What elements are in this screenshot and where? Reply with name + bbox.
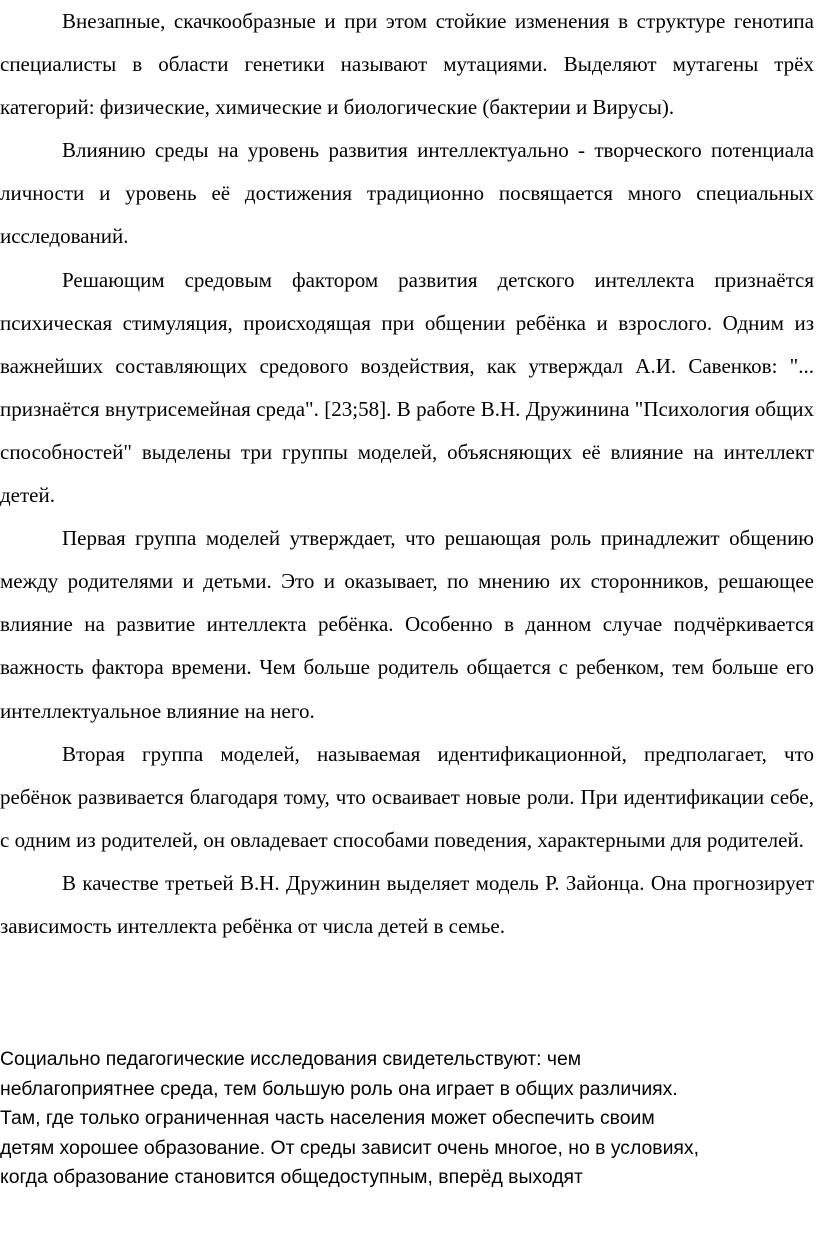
- sans-line: Социально педагогические исследования свидетельствуют: чем: [0, 1048, 582, 1070]
- sans-line: Там, где только ограниченная часть населения может обеспечить своим: [0, 1107, 655, 1130]
- sans-line: детям хорошее образование. От среды зависит очень многое, но в условиях,: [0, 1136, 700, 1159]
- paragraph-environment-influence: Влиянию среды на уровень развития интеллектуально - творческого потенциала личности и уровень её достижения традиционно посвящается много специальных исследований.: [0, 138, 814, 249]
- inserted-text-block: [0, 1045, 812, 1193]
- paragraph-third-model: В качестве третьей В.Н. Дружинин выделяет модель Р. Зайонца. Она прогнозирует зависимость интеллекта ребёнка от числа детей в семье.: [0, 870, 814, 938]
- paragraph-mutations: Внезапные, скачкообразные и при этом стойкие изменения в структуре генотипа специалисты в области генетики называют мутациями. Выделяют мутагены трёх категорий: физические, химические и биологические (бактерии и Вирусы).: [0, 9, 814, 120]
- paragraph-stimulation: Решающим средовым фактором развития детского интеллекта признаётся психическая стимуляция, происходящая при общении ребёнка и взрослого. Одним из важнейших составляющих средового воздействия, как утверждал А.И. Савенков: "... признаётся внутрисемейная среда". [23;58]. В работе В.Н. Дружинина "Психология общих способностей" выделены три группы моделей, объясняющих её влияние на интеллект детей.: [0, 267, 814, 508]
- paragraph-second-group: Вторая группа моделей, называемая идентификационной, предполагает, что ребёнок развивается благодаря тому, что осваивает новые роли. При идентификации себе, с одним из родителей, он овладевает способами поведения, характерными для родителей.: [0, 741, 814, 852]
- sans-line: неблагоприятнее среда, тем большую роль она играет в общих различиях.: [0, 1077, 678, 1100]
- sans-line: когда образование становится общедоступным, вперёд выходят: [0, 1166, 583, 1189]
- paragraph-first-group: Первая группа моделей утверждает, что решающая роль принадлежит общению между родителями и детьми. Это и оказывает, по мнению их сторонников, решающее влияние на развитие интеллекта ребёнка. Особенно в данном случае подчёркивается важность фактора времени. Чем больше родитель общается с ребенком, тем больше его интеллектуальное влияние на него.: [0, 526, 814, 723]
